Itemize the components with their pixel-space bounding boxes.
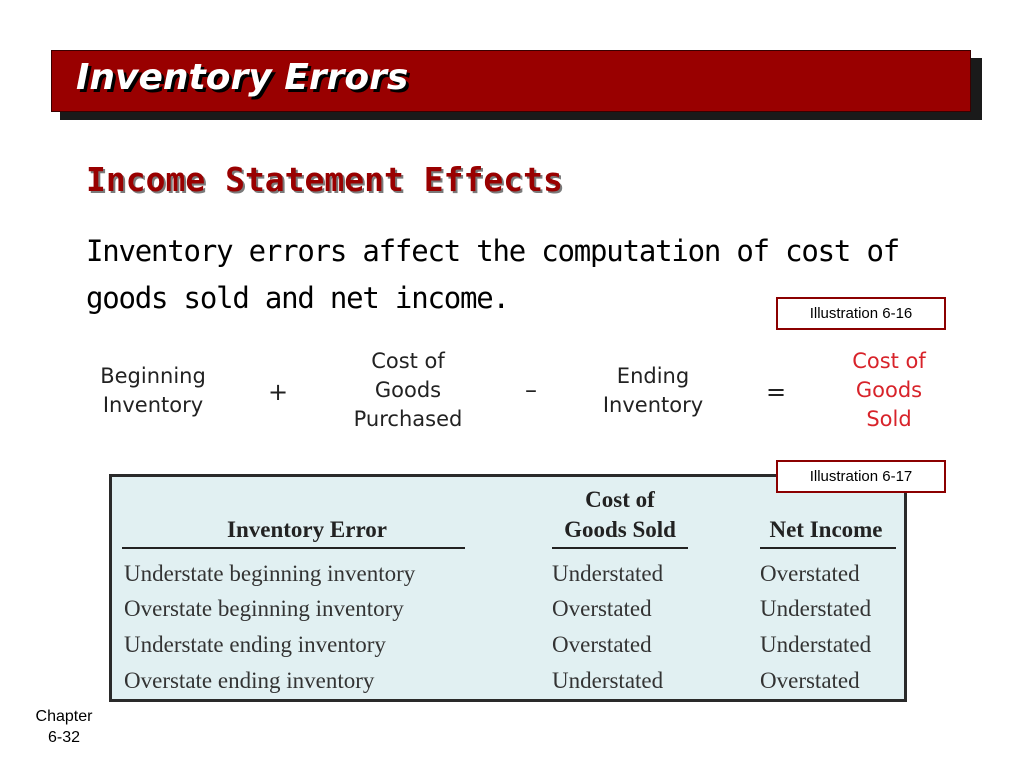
illustration-label-6-17: Illustration 6-17: [776, 460, 946, 493]
cell-cogs: Overstated: [552, 632, 652, 657]
header-rule: [760, 547, 896, 549]
header-rule: [122, 547, 465, 549]
inventory-error-effects-table: [109, 474, 907, 702]
equals-operator: =: [766, 378, 787, 406]
header-net-income: Net Income: [769, 517, 883, 542]
cell-cogs: Understated: [552, 668, 664, 693]
equation-term-cost-of-goods-purchased: [330, 347, 486, 434]
term-line: Inventory: [602, 393, 704, 417]
equation-term-beginning-inventory: [82, 362, 224, 420]
cell-net-income: Understated: [760, 632, 872, 657]
term-line: Beginning: [100, 364, 206, 388]
cell-error: Understate ending inventory: [124, 632, 386, 657]
slide-body-text: Inventory errors affect the computation of cost of goods sold and net income.: [86, 234, 899, 315]
slide-subtitle: Income Statement Effects: [86, 160, 563, 199]
term-line: Goods: [374, 378, 442, 402]
term-line: Purchased: [353, 407, 463, 431]
cell-net-income: Overstated: [760, 561, 860, 586]
cell-net-income: Overstated: [760, 668, 860, 693]
cell-net-income: Understated: [760, 596, 872, 621]
cell-error: Understate beginning inventory: [124, 561, 416, 586]
term-line: Goods: [855, 378, 923, 402]
illustration-label-6-16: Illustration 6-16: [776, 297, 946, 330]
term-line: Sold: [866, 407, 912, 431]
minus-operator: –: [525, 376, 537, 404]
cell-cogs: Overstated: [552, 596, 652, 621]
cell-error: Overstate ending inventory: [124, 668, 375, 693]
chapter-label: Chapter: [35, 708, 93, 725]
header-cogs-line2: Goods Sold: [564, 517, 676, 542]
header-rule: [552, 547, 688, 549]
slide-number: 6-32: [47, 729, 81, 746]
term-line: Ending: [616, 364, 690, 388]
term-line: Cost of: [371, 349, 445, 373]
cell-cogs: Understated: [552, 561, 664, 586]
header-inventory-error: Inventory Error: [227, 517, 387, 542]
equation-term-ending-inventory: [584, 362, 722, 420]
equation-term-cost-of-goods-sold: [832, 347, 946, 434]
header-cogs-line1: Cost of: [585, 487, 655, 512]
title-bar: [51, 50, 971, 112]
chapter-footer: [22, 706, 106, 748]
term-line: Inventory: [102, 393, 204, 417]
cell-error: Overstate beginning inventory: [124, 596, 404, 621]
term-line: Cost of: [852, 349, 926, 373]
slide-title: Inventory Errors: [76, 57, 409, 98]
plus-operator: +: [268, 378, 289, 406]
